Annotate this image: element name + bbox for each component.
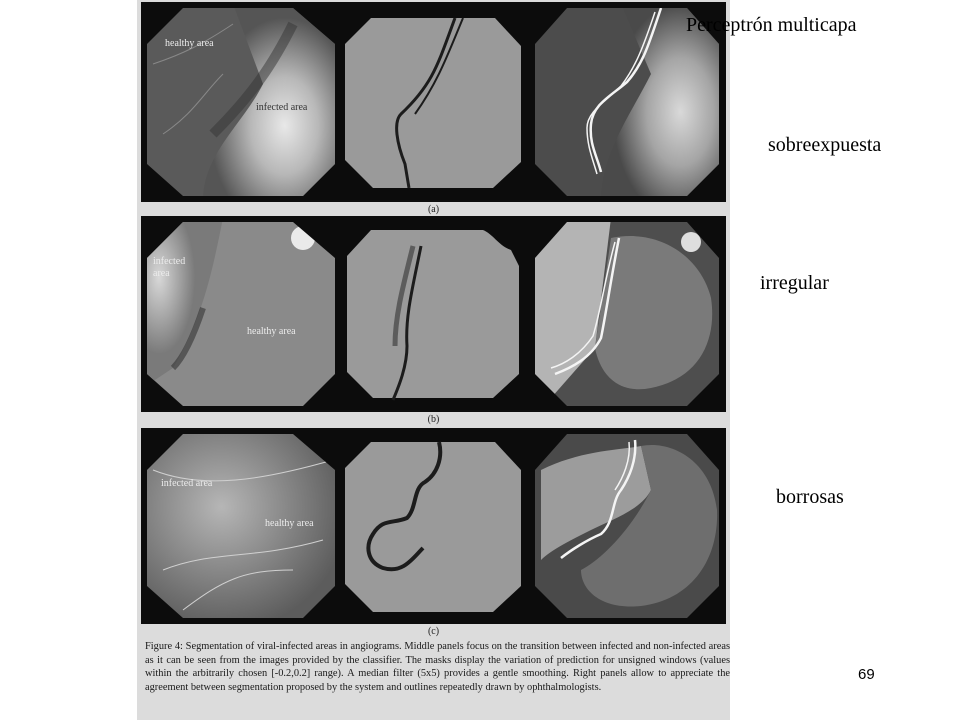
page-number: 69 [858, 666, 875, 683]
panel-row-b [141, 216, 726, 412]
tag-healthy-area-b: healthy area [247, 326, 296, 337]
tag-healthy-area-c: healthy area [265, 518, 314, 529]
side-label-borrosas: borrosas [776, 486, 844, 508]
mask-c [343, 438, 523, 614]
figure-caption: Figure 4: Segmentation of viral-infected areas in angiograms. Middle panels focus on the transition between infected and non-infected areas as it can be seen from the images provided by the classifier. The masks display the variation of prediction for unsigned windows (values within the arbitrarily chosen [-0.2,0.2] range). A median filter (5x5) provides a gentle smoothing. Right panels allow to appreciate the agreement between segmentation proposed by the system and outlines repeatedly drawn by ophthalmologists. [145, 641, 730, 693]
tag-infected-area-c: infected area [161, 478, 213, 489]
mask-a [343, 14, 523, 190]
tag-infected-area: infected area [256, 102, 308, 113]
panel-label-b: (b) [427, 414, 440, 425]
angiogram-b [143, 218, 339, 410]
tag-infected-line1: infected [153, 256, 186, 267]
figure-scan [137, 0, 730, 720]
side-label-irregular: irregular [760, 272, 829, 294]
overlay-c [531, 430, 723, 622]
side-label-sobreexpuesta: sobreexpuesta [768, 134, 882, 156]
tag-healthy-area: healthy area [165, 38, 214, 49]
tag-infected-line2: area [153, 268, 170, 279]
overlay-b [531, 218, 723, 410]
panel-row-c [141, 428, 726, 624]
panel-label-c: (c) [427, 626, 440, 637]
tag-infected-area-b [153, 256, 185, 280]
angiogram-a [143, 4, 339, 200]
panel-label-a: (a) [427, 204, 440, 215]
side-label-perceptron: Perceptrón multicapa [686, 14, 857, 36]
mask-b [343, 226, 523, 402]
panel-row-a [141, 2, 726, 202]
